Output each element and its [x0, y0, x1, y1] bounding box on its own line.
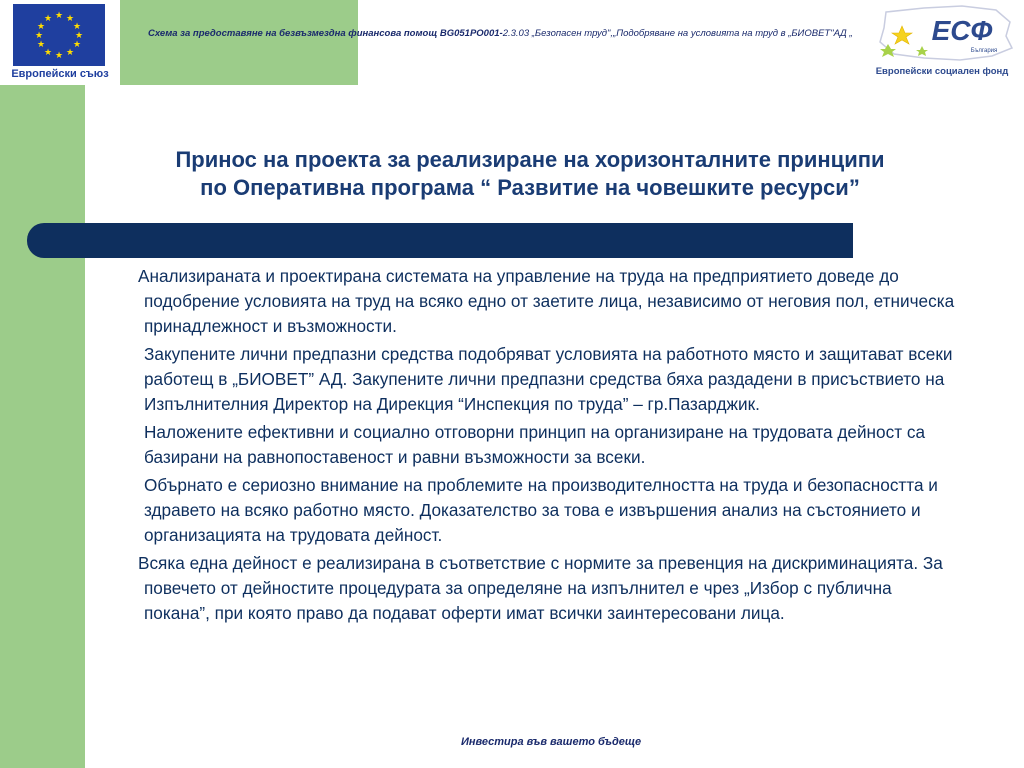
eu-flag-icon — [13, 4, 105, 66]
svg-text:★: ★ — [65, 48, 75, 58]
svg-text:★: ★ — [36, 22, 46, 32]
footer-slogan: Инвестира във вашето бъдеще — [460, 736, 642, 748]
esf-map-icon — [864, 2, 1020, 66]
svg-text:★: ★ — [72, 22, 82, 32]
esf-caption: Европейски социален фонд — [875, 66, 1009, 77]
svg-text:★: ★ — [34, 31, 44, 41]
eu-logo — [0, 0, 120, 85]
svg-text:★: ★ — [36, 40, 46, 50]
slide-body — [118, 264, 958, 629]
svg-text:★: ★ — [43, 14, 53, 24]
title-underline-bar — [27, 223, 853, 258]
svg-text:★: ★ — [54, 51, 64, 61]
body-paragraph: Закупените лични предпазни средства подобряват условията на работното място и защитават всеки работещ в „БИОВЕТ” АД. Закупените лични предпазни средства бяха раздадени в присъствието на Изпълнителния Директор на Дирекция “Инспекция по труда” – гр.Пазарджик. — [144, 344, 953, 414]
header-green-band — [120, 0, 358, 85]
esf-logo — [864, 2, 1020, 82]
body-paragraph: Всяка една дейност е реализирана в съответствие с нормите за превенция на дискриминацията. За повечето от дейностите процедурата за определяне на изпълнител е чрез „Избор с публична покана”, при която право да подават оферти имат всички заинтересовани лица. — [138, 553, 943, 623]
slide-title — [100, 146, 960, 202]
esf-letters: ЕСФ — [931, 15, 993, 46]
scheme-header-text — [148, 28, 888, 39]
svg-text:★: ★ — [72, 40, 82, 50]
body-paragraph: Анализираната и проектирана системата на управление на труда на предприятието доведе до подобрение условията на труд на всяко едно от заетите лица, независимо от неговия пол, етническа принадлежност и възможности. — [138, 266, 955, 336]
scheme-rest: 2.3.03 „Безопасен труд",„Подобряване на условията на труд в „БИОВЕТ"АД „ — [502, 28, 853, 39]
slide-title-line-1: Принос на проекта за реализиране на хоризонталните принципи — [175, 147, 885, 172]
esf-country: България — [970, 48, 998, 54]
svg-text:★: ★ — [43, 48, 53, 58]
body-paragraph: Наложените ефективни и социално отговорни принцип на организиране на трудовата дейност са базирани на равнопоставеност и равни възможности за всеки. — [144, 422, 926, 467]
svg-text:★: ★ — [74, 31, 84, 41]
svg-text:★: ★ — [54, 11, 64, 21]
eu-stars-icon — [13, 4, 105, 66]
left-green-band — [0, 85, 85, 768]
svg-text:★: ★ — [65, 14, 75, 24]
scheme-code: BG051PO001- — [439, 28, 503, 39]
slide-title-line-2: по Оперативна програма “ Развитие на човешките ресурси” — [200, 175, 860, 200]
scheme-prefix: Схема за предоставяне на безвъзмездна финансова помощ — [148, 28, 440, 39]
body-paragraph: Обърнато е сериозно внимание на проблемите на производителността на труда и безопасността и здравето на всяко работно място. Доказателство за това е извършения анализ на състоянието и организацията на трудовата дейност. — [144, 475, 938, 545]
eu-caption: Европейски съюз — [11, 68, 109, 80]
